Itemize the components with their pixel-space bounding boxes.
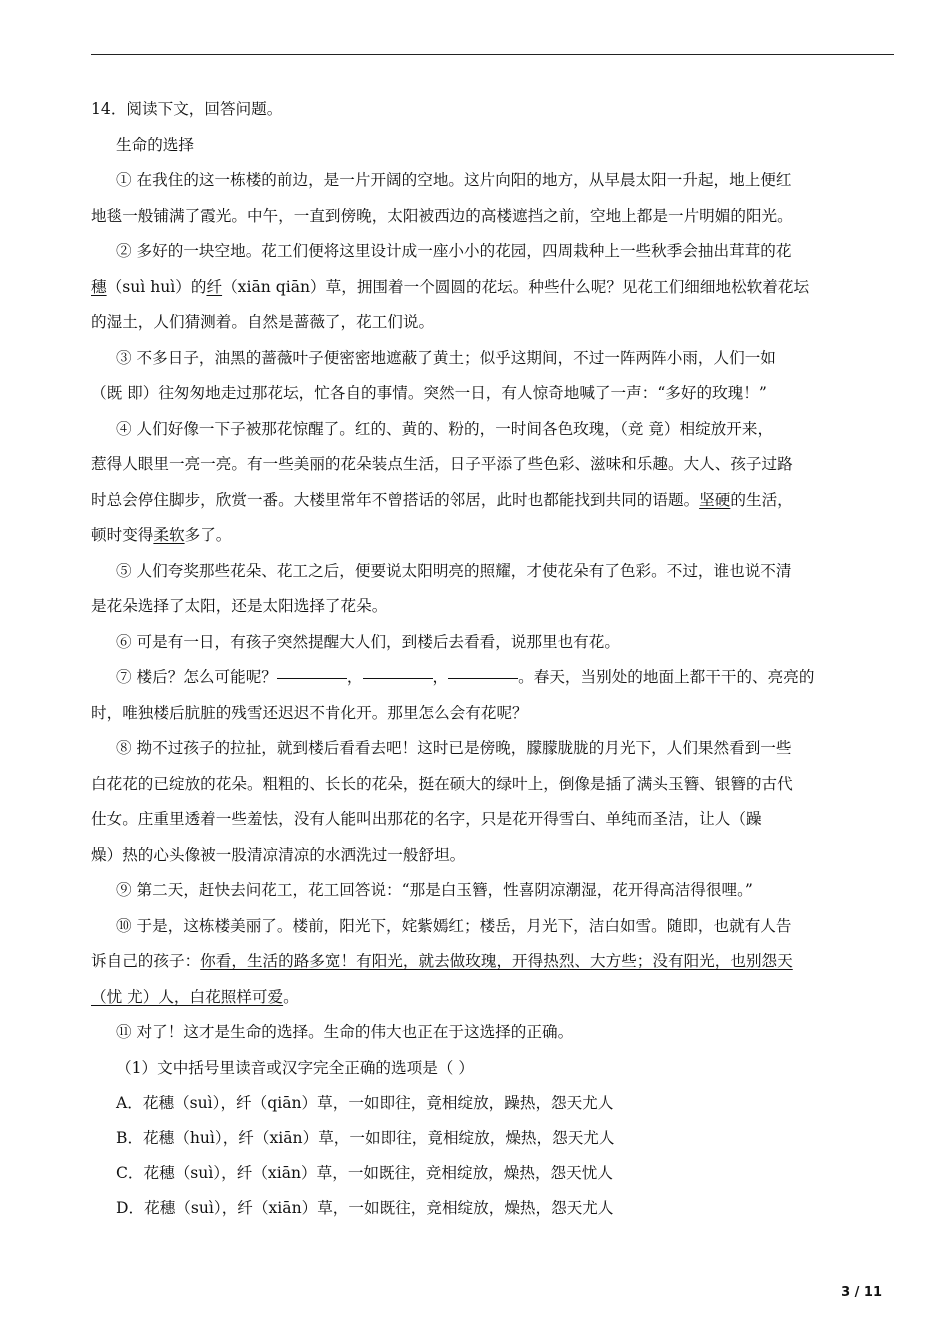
paragraph-2-line-3: 的湿土，人们猜测着。自然是蔷薇了，花工们说。 <box>91 313 435 331</box>
paragraph-4-line-2: 惹得人眼里一亮一亮。有一些美丽的花朵装点生活，日子平添了些色彩、滋味和乐趣。大人、孩子过路 <box>91 455 793 473</box>
option-c[interactable]: C．花穗（suì），纤（xiān）草，一如既往，竞相绽放，燥热，怨天忧人 <box>116 1164 613 1183</box>
header-rule <box>91 54 894 55</box>
paragraph-7-line-1: ⑦ 楼后？怎么可能呢？ ， ， 。春天，当别处的地面上都干干的、亮亮的 <box>116 668 815 686</box>
paragraph-8-line-2: 白花花的已绽放的花朵。粗粗的、长长的花朵，挺在硕大的绿叶上，倒像是插了满头玉簪、银簪的古代 <box>91 774 793 793</box>
paragraph-5-line-1: ⑤ 人们夸奖那些花朵、花工之后，便要说太阳明亮的照耀，才使花朵有了色彩。不过，谁也说不清 <box>116 561 792 580</box>
option-b[interactable]: B．花穗（huì），纤（xiān）草，一如即往，竟相绽放，燥热，怨天尤人 <box>116 1128 615 1147</box>
paragraph-1-line-2: 地毯一般铺满了霞光。中午，一直到傍晚，太阳被西边的高楼遮挡之前，空地上都是一片明媚的阳光。 <box>91 206 793 225</box>
paragraph-4-line-1: ④ 人们好像一下子被那花惊醒了。红的、黄的、粉的，一时间各色玫瑰，（竞 竟）相绽放开来， <box>116 419 774 438</box>
paragraph-1-line-1: ① 在我住的这一栋楼的前边，是一片开阔的空地。这片向阳的地方，从早晨太阳一升起，地上便红 <box>116 171 792 189</box>
underlined-word-hard: 坚硬 <box>699 490 731 509</box>
fill-blank-2[interactable] <box>363 677 433 679</box>
paragraph-3-line-1: ③ 不多日子，油黑的蔷薇叶子便密密地遮蔽了黄土；似乎这期间，不过一阵两阵小雨，人们一如 <box>116 348 776 367</box>
subquestion-prompt: （1）文中括号里读音或汉字完全正确的选项是（ ） <box>116 1058 474 1077</box>
paragraph-8-line-4: 燥）热的心头像被一股清凉清凉的水洒洗过一般舒坦。 <box>91 845 466 864</box>
underlined-sentence-end: （忧 尤）人，白花照样可爱 <box>91 987 284 1006</box>
underlined-word-soft: 柔软 <box>153 526 185 544</box>
paragraph-4-line-4: 顿时变得柔软多了。 <box>91 526 232 544</box>
paragraph-4-line-3: 时总会停住脚步，欣赏一番。大楼里常年不曾搭话的邻居，此时也都能找到共同的语题。坚硬的生活， <box>91 490 793 509</box>
paragraph-2-line-2: 穗（suì huì）的纤（xiān qiān）草，拥围着一个圆圆的花坛。种些什么呢？见花工们细细地松软着花坛 <box>91 277 810 296</box>
paragraph-6-line-1: ⑥ 可是有一日，有孩子突然提醒大人们，到楼后去看看，说那里也有花。 <box>116 632 620 651</box>
underlined-sentence: 你看，生活的路多宽！有阳光，就去做玫瑰，开得热烈、大方些；没有阳光，也别怨天 <box>200 952 793 970</box>
paragraph-9-line-1: ⑨ 第二天，赶快去问花工，花工回答说：“那是白玉簪，性喜阴凉潮湿，花开得高洁得很哩。” <box>116 881 753 899</box>
paragraph-8-line-1: ⑧ 拗不过孩子的拉扯，就到楼后看看去吧！这时已是傍晚，朦朦胧胧的月光下，人们果然看到一些 <box>116 739 792 757</box>
paragraph-2-line-1: ② 多好的一块空地。花工们便将这里设计成一座小小的花园，四周栽种上一些秋季会抽出茸茸的花 <box>116 242 792 260</box>
paragraph-10-line-3: （忧 尤）人，白花照样可爱。 <box>91 987 299 1006</box>
paragraph-8-line-3: 仕女。庄重里透着一些羞怯，没有人能叫出那花的名字，只是花开得雪白、单纯而圣洁，让人（躁 <box>91 810 762 828</box>
paragraph-3-line-2: （既 即）往匆匆地走过那花坛，忙各自的事情。突然一日，有人惊奇地喊了一声：“多好的玫瑰！” <box>91 384 767 402</box>
fill-blank-1[interactable] <box>277 677 347 679</box>
paragraph-5-line-2: 是花朵选择了太阳，还是太阳选择了花朵。 <box>91 597 388 615</box>
paragraph-10-line-2: 诉自己的孩子：你看，生活的路多宽！有阳光，就去做玫瑰，开得热烈、大方些；没有阳光，也别怨天 <box>91 952 793 970</box>
option-d[interactable]: D．花穗（suì），纤（xiān）草，一如既往，竞相绽放，燥热，怨天尤人 <box>116 1199 614 1218</box>
fill-blank-3[interactable] <box>448 677 518 679</box>
option-a[interactable]: A．花穗（suì），纤（qiān）草，一如即往，竟相绽放，躁热，怨天尤人 <box>116 1093 614 1112</box>
paragraph-11-line-1: ⑪ 对了！这才是生命的选择。生命的伟大也正在于这选择的正确。 <box>116 1023 574 1041</box>
page-number: 3 / 11 <box>841 1285 882 1300</box>
document-body <box>91 92 881 1227</box>
paragraph-7-line-2: 时，唯独楼后肮脏的残雪还迟迟不肯化开。那里怎么会有花呢？ <box>91 703 528 722</box>
passage-title: 生命的选择 <box>116 135 194 154</box>
paragraph-10-line-1: ⑩ 于是，这栋楼美丽了。楼前，阳光下，姹紫嫣红；楼岳，月光下，洁白如雪。随即，也就有人告 <box>116 916 792 935</box>
question-header: 14．阅读下文，回答问题。 <box>91 100 283 118</box>
underlined-word-xian: 纤 <box>206 277 223 296</box>
underlined-word-sui: 穗 <box>91 277 107 296</box>
